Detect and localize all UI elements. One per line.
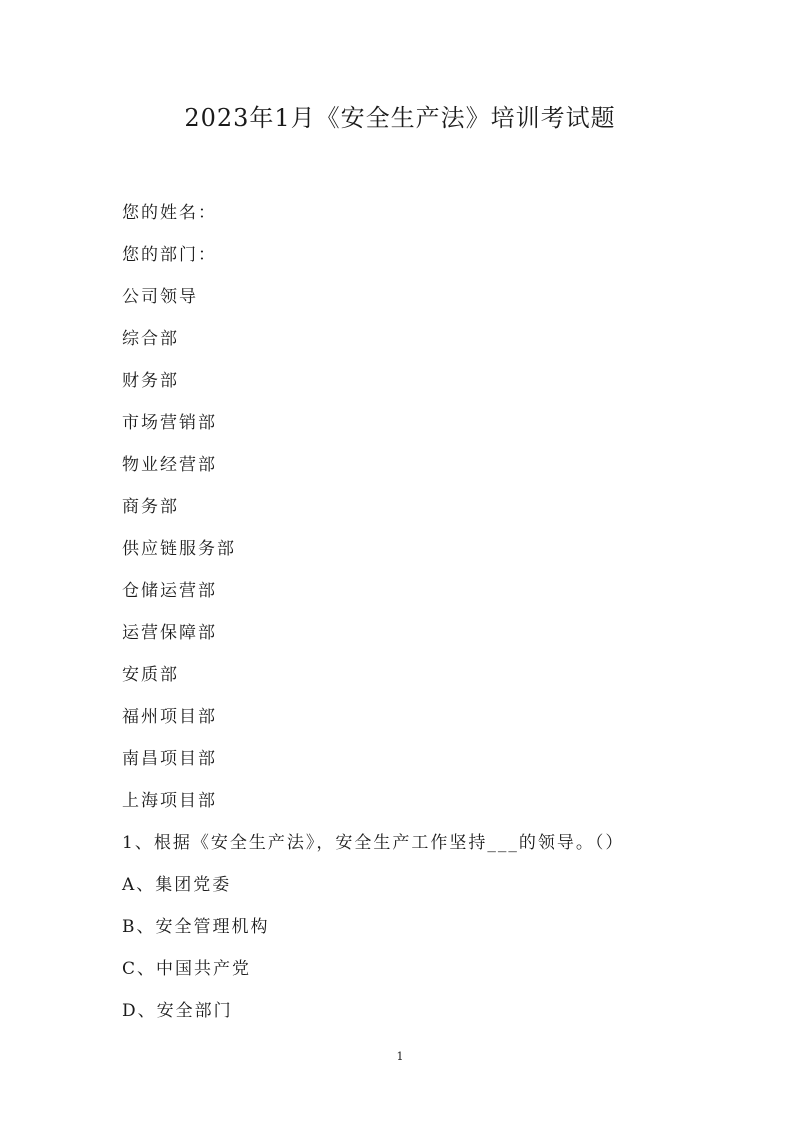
department-option: 综合部 bbox=[122, 329, 179, 349]
question-1-text: 1、根据《安全生产法》，安全生产工作坚持___的领导。（） bbox=[122, 833, 625, 853]
department-option: 运营保障部 bbox=[122, 623, 217, 643]
question-1-option-b: B、安全管理机构 bbox=[122, 917, 270, 937]
question-1-option-d: D、安全部门 bbox=[122, 1001, 233, 1021]
department-option: 物业经营部 bbox=[122, 455, 217, 475]
page-title: 2023年1月《安全生产法》培训考试题 bbox=[184, 104, 616, 132]
department-option: 仓储运营部 bbox=[122, 581, 217, 601]
department-option: 商务部 bbox=[122, 497, 179, 517]
department-option: 南昌项目部 bbox=[122, 749, 217, 769]
department-field-label: 您的部门： bbox=[122, 245, 217, 265]
department-option: 供应链服务部 bbox=[122, 539, 236, 559]
question-1-option-c: C、中国共产党 bbox=[122, 959, 252, 979]
document-body bbox=[122, 198, 702, 1038]
page-number: 1 bbox=[396, 1050, 404, 1063]
department-option: 市场营销部 bbox=[122, 413, 217, 433]
name-field-label: 您的姓名： bbox=[122, 203, 217, 223]
department-option: 上海项目部 bbox=[122, 791, 217, 811]
department-option: 公司领导 bbox=[122, 287, 198, 307]
department-option: 福州项目部 bbox=[122, 707, 217, 727]
department-option: 安质部 bbox=[122, 665, 179, 685]
question-1-option-a: A、集团党委 bbox=[122, 875, 232, 895]
department-option: 财务部 bbox=[122, 371, 179, 391]
